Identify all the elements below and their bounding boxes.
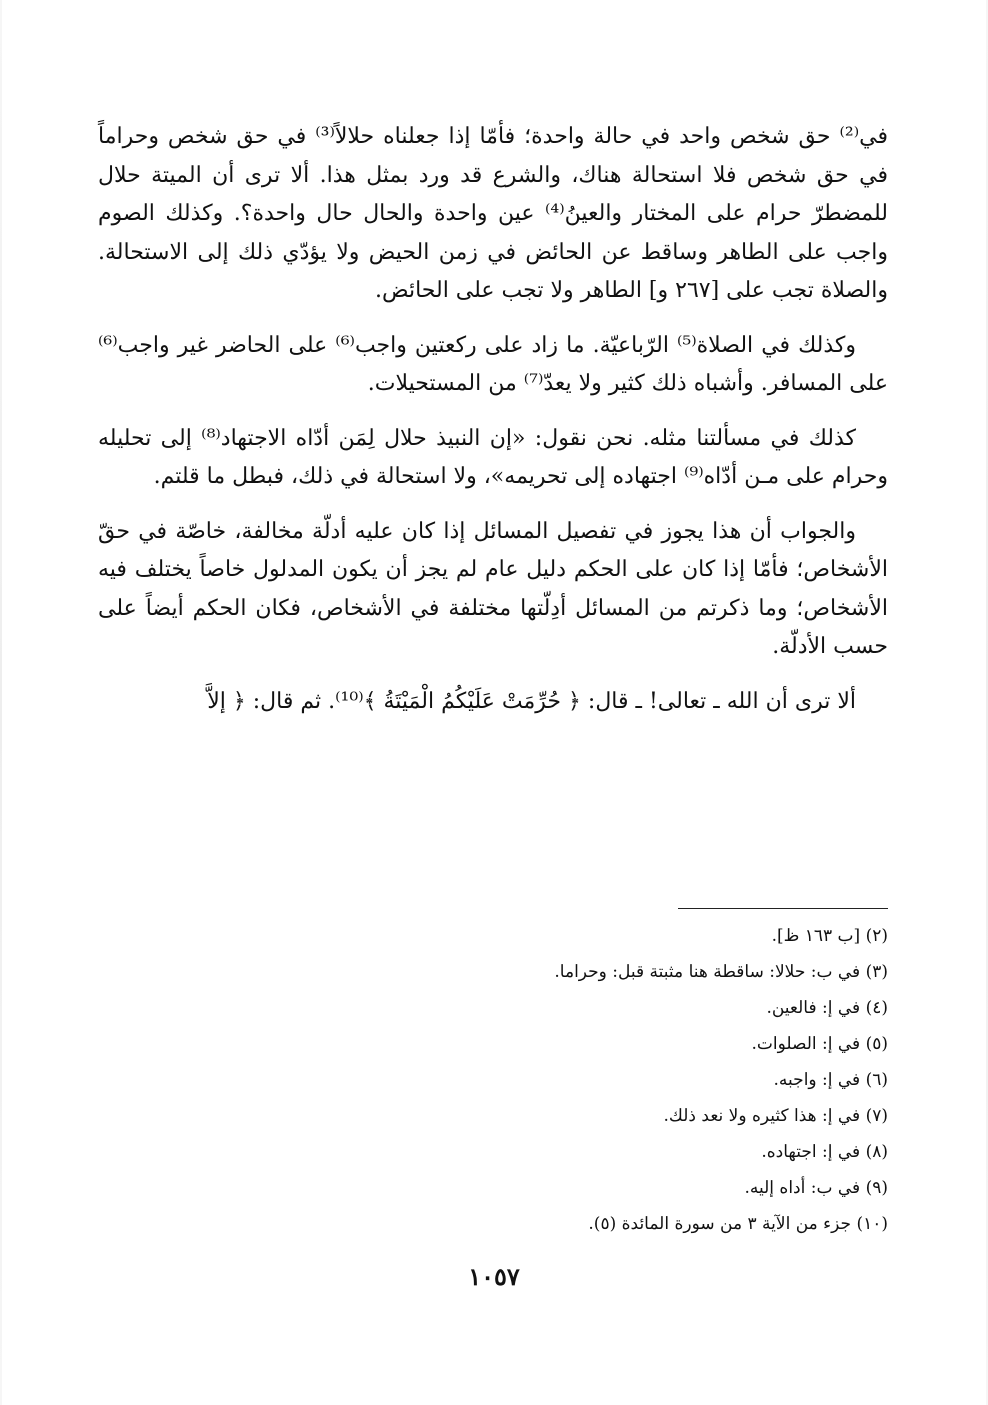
page-number: ١٠٥٧ <box>468 1262 520 1291</box>
footnote-item: (٦) في إ: واجبه. <box>773 1070 888 1090</box>
footnote-item: (٢) [ب ١٦٣ ظ]. <box>771 926 888 946</box>
paragraph-3: كذلك في مسألتنا مثله. نحن نقول: «إن النبيذ حلال لِمَن أدّاه الاجتهاد⁽⁸⁾ إلى تحليله وحرام على مـن أدّاه⁽⁹⁾ اجتهاده إلى تحريمه»، ولا استحالة في ذلك، فبطل ما قلتم. <box>98 425 888 489</box>
footnote-item: (٨) في إ: اجتهاده. <box>761 1142 888 1162</box>
footnote-item: (٣) في ب: حلالا: ساقطة هنا مثبتة قبل: وحراما. <box>554 962 888 982</box>
main-text-body <box>98 118 888 737</box>
footnote-item: (٩) في ب: أداه إليه. <box>744 1178 888 1198</box>
footnote-item: (١٠) جزء من الآية ٣ من سورة المائدة (٥). <box>588 1214 888 1234</box>
footnote-item: (٥) في إ: الصلوات. <box>751 1034 888 1054</box>
footnote-item: (٧) في إ: هذا كثيره ولا نعد ذلك. <box>663 1106 888 1126</box>
paragraph-4: والجواب أن هذا يجوز في تفصيل المسائل إذا كان عليه أدلّة مخالفة، خاصّة في حقّ الأشخاص؛ فأمّا إذا كان على الحكم دليل عام لم يجز أن يكون المدلول خاصاً يختلف فيه الأشخاص؛ وما ذكرتم من المسائل أدِلّتها مختلفة في الأشخاص، فكان الحكم أيضاً على حسب الأدلّة. <box>98 518 888 659</box>
paragraph-5: ألا ترى أن الله ـ تعالى! ـ قال: ﴿ حُرِّمَتْ عَلَيْكُمُ الْمَيْتَةُ ﴾⁽¹⁰⁾. ثم قال: ﴿ إلاَّ <box>207 688 856 714</box>
page-edge-left <box>0 0 2 1405</box>
paragraph-2: وكذلك في الصلاة⁽⁵⁾ الرّباعيّة. ما زاد على ركعتين واجب⁽⁶⁾ على الحاضر غير واجب⁽⁶⁾ على المسافر. وأشباه ذلك كثير ولا يعدّ⁽⁷⁾ من المستحيلات. <box>98 332 888 396</box>
footnote-separator <box>678 908 888 909</box>
paragraph-1: في⁽²⁾ حق شخص واحد في حالة واحدة؛ فأمّا إذا جعلناه حلالاً⁽³⁾ في حق شخص وحراماً في حق شخص فلا استحالة هناك، والشرع قد ورد بمثل هذا. ألا ترى أن الميتة حلال للمضطرّ حرام على المختار والعينُ⁽⁴⁾ عين واحدة والحال حال واحدة؟. وكذلك الصوم واجب على الطاهر وساقط عن الحائض في زمن الحيض ولا يؤدّي ذلك إلى الاستحالة. والصلاة تجب على [٢٦٧ و] الطاهر ولا تجب على الحائض. <box>98 124 889 303</box>
footnotes-list <box>98 918 888 1242</box>
footnote-item: (٤) في إ: فالعين. <box>766 998 888 1018</box>
